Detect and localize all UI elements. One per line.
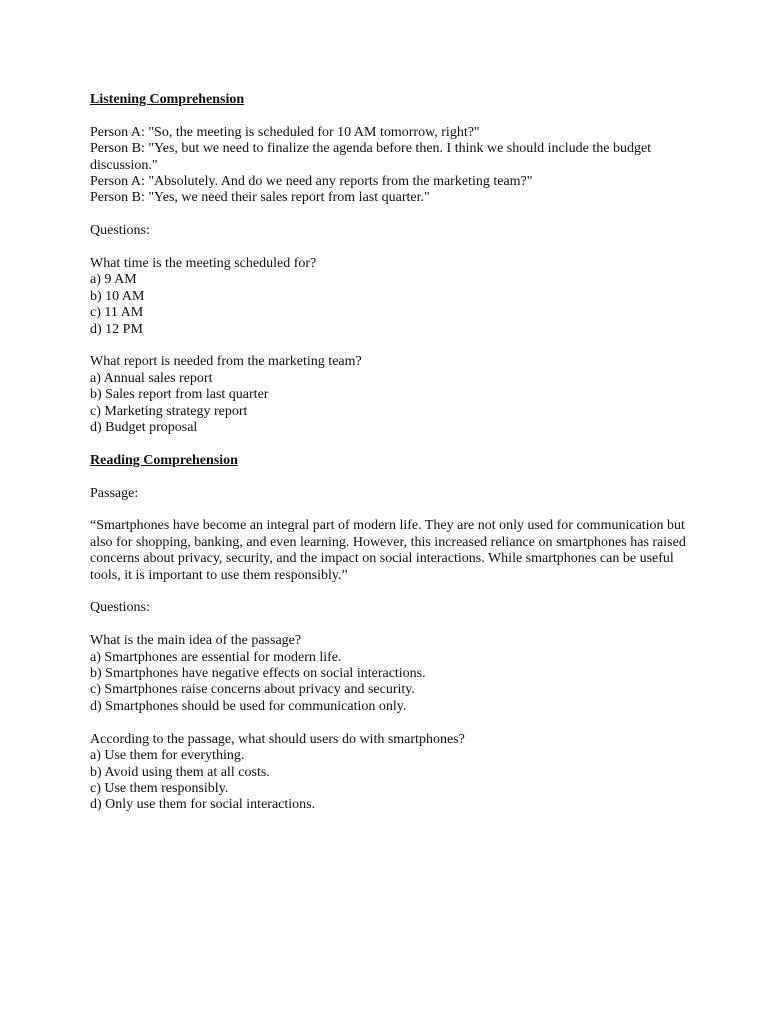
spacer [90, 338, 690, 354]
answer-option: b) Avoid using them at all costs. [90, 764, 270, 780]
spacer [90, 617, 690, 633]
passage-text: “Smartphones have become an integral part of modern life. They are not only used for communication but also for shopping, banking, and even learning. However, this increased reliance on smartphones has raised concerns about privacy, security, and the impact on social interactions. While smartphones can be useful tools, it is important to use them responsibly.” [90, 518, 686, 583]
reading-heading: Reading Comprehension [90, 452, 238, 468]
answer-option: a) Use them for everything. [90, 748, 245, 764]
question-block [90, 256, 690, 338]
answer-option: d) Only use them for social interactions. [90, 797, 316, 813]
spacer [90, 108, 690, 124]
question-block [90, 633, 690, 715]
listening-heading: Listening Comprehension [90, 92, 245, 107]
question-block [90, 354, 690, 436]
reading-questions-label: Questions: [90, 600, 150, 616]
question-prompt: According to the passage, what should users do with smartphones? [90, 731, 465, 747]
answer-option: c) Use them responsibly. [90, 780, 229, 796]
answer-option: c) Smartphones raise concerns about privacy and security. [90, 682, 415, 698]
dialogue-line: Person B: "Yes, we need their sales report from last quarter." [90, 190, 430, 206]
answer-option: a) 9 AM [90, 272, 137, 288]
answer-option: c) 11 AM [90, 305, 144, 321]
answer-option: d) 12 PM [90, 321, 143, 337]
listening-questions-label: Questions: [90, 223, 150, 239]
question-block [90, 732, 690, 814]
spacer [90, 436, 690, 452]
question-prompt: What is the main idea of the passage? [90, 633, 302, 649]
dialogue-line: Person B: "Yes, but we need to finalize the agenda before then. I think we should include the budget discussion." [90, 141, 652, 173]
spacer [90, 240, 690, 256]
spacer [90, 502, 690, 518]
answer-option: b) Sales report from last quarter [90, 387, 269, 403]
answer-option: d) Smartphones should be used for communication only. [90, 698, 407, 714]
dialogue-line: Person A: "Absolutely. And do we need any reports from the marketing team?" [90, 174, 533, 190]
question-prompt: What report is needed from the marketing team? [90, 354, 362, 370]
spacer [90, 715, 690, 731]
answer-option: c) Marketing strategy report [90, 403, 248, 419]
answer-option: b) 10 AM [90, 288, 145, 304]
spacer [90, 207, 690, 223]
question-prompt: What time is the meeting scheduled for? [90, 256, 317, 272]
dialogue [90, 125, 690, 207]
dialogue-line: Person A: "So, the meeting is scheduled for 10 AM tomorrow, right?" [90, 124, 480, 140]
answer-option: a) Annual sales report [90, 370, 213, 386]
spacer [90, 584, 690, 600]
answer-option: a) Smartphones are essential for modern life. [90, 649, 342, 665]
passage-label: Passage: [90, 485, 139, 501]
spacer [90, 469, 690, 485]
answer-option: b) Smartphones have negative effects on social interactions. [90, 666, 426, 682]
document-page [90, 92, 690, 814]
answer-option: d) Budget proposal [90, 420, 198, 436]
